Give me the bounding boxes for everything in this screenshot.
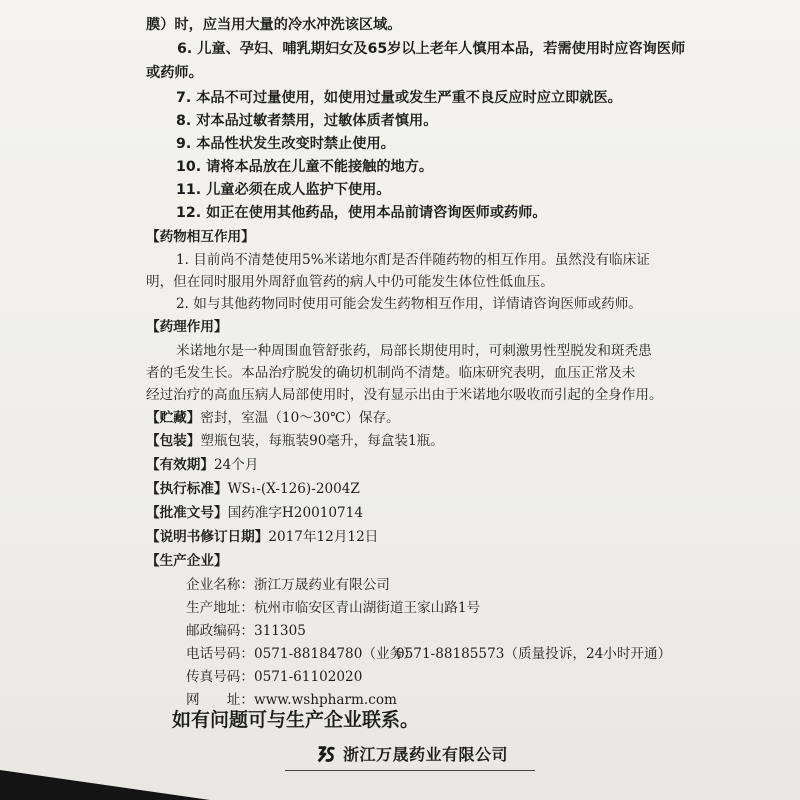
pharmacology-line3: 经过治疗的高血压病人局部使用时，没有显示出由于米诺地尔吸收而引起的全身作用。 xyxy=(146,387,663,403)
precaution-7: 7. 本品不可过量使用，如使用过量或发生严重不良反应时应立即就医。 xyxy=(176,90,622,106)
manufacturer-web: www.wshpharm.com xyxy=(253,692,397,708)
manufacturer-addr-label: 生产地址： xyxy=(186,600,254,616)
manufacturer-web-row xyxy=(186,691,397,709)
validity-value: 24个月 xyxy=(213,457,259,473)
manufacturer-fax: 0571-61102020 xyxy=(253,669,363,685)
contact-note: 如有问题可与生产企业联系。 xyxy=(172,709,420,731)
precaution-line-cont: 膜）时，应当用大量的冷水冲洗该区域。 xyxy=(146,17,402,33)
footer-company-name: 浙江万晟药业有限公司 xyxy=(343,745,509,764)
pharmacology-line2: 者的毛发生长。本品治疗脱发的确切机制尚不清楚。临床研究表明，血压正常及未 xyxy=(146,365,636,381)
manufacturer-tel2: 0571-88185573（质量投诉，24小时开通） xyxy=(396,646,672,662)
interaction-p1-line2: 明，但在同时服用外周舒血管药的病人中仍可能发生体位性低血压。 xyxy=(146,274,554,290)
manufacturer-addr: 杭州市临安区青山湖街道王家山路1号 xyxy=(253,600,481,616)
precaution-11: 11. 儿童必须在成人监护下使用。 xyxy=(176,182,391,198)
manufacturer-name-label: 企业名称： xyxy=(186,577,254,593)
package-label: 【包装】 xyxy=(146,433,201,449)
manufacturer-fax-label: 传真号码： xyxy=(186,669,254,685)
precaution-8: 8. 对本品过敏者禁用，过敏体质者慎用。 xyxy=(176,113,438,129)
manufacturer-name-row xyxy=(186,576,390,594)
manufacturer-tel1: 0571-88184780（业务） xyxy=(253,646,417,662)
standard-row xyxy=(146,480,360,498)
revision-row xyxy=(146,528,378,546)
approval-value: 国药准字H20010714 xyxy=(227,505,363,521)
precaution-6-cont: 或药师。 xyxy=(146,65,203,81)
storage-value: 密封，室温（10～30℃）保存。 xyxy=(200,410,400,426)
manufacturer-tel-row xyxy=(186,645,417,663)
precaution-6: 6. 儿童、孕妇、哺乳期妇女及65岁以上老年人慎用本品，若需使用时应咨询医师 xyxy=(177,41,686,57)
approval-row xyxy=(146,504,363,522)
standard-value: WS₁-(X-126)-2004Z xyxy=(227,481,360,497)
manufacturer-tel-label: 电话号码： xyxy=(186,646,254,662)
interaction-heading: 【药物相互作用】 xyxy=(146,229,255,245)
precaution-12: 12. 如正在使用其他药品，使用本品前请咨询医师或药师。 xyxy=(176,205,547,221)
interaction-p2: 2. 如与其他药物同时使用可能会发生药物相互作用，详情请咨询医师或药师。 xyxy=(176,296,642,312)
revision-value: 2017年12月12日 xyxy=(268,529,379,545)
precaution-9: 9. 本品性状发生改变时禁止使用。 xyxy=(176,136,395,152)
manufacturer-web-label: 网 址： xyxy=(186,692,254,708)
manufacturer-zip: 311305 xyxy=(253,623,306,639)
approval-label: 【批准文号】 xyxy=(146,505,228,521)
manufacturer-zip-label: 邮政编码： xyxy=(186,623,254,639)
manufacturer-heading: 【生产企业】 xyxy=(146,553,228,569)
footer-rule xyxy=(285,770,535,771)
validity-row xyxy=(146,456,258,474)
storage-label: 【贮藏】 xyxy=(146,410,201,426)
standard-label: 【执行标准】 xyxy=(146,481,228,497)
storage-row xyxy=(146,409,400,427)
pharmacology-line1: 米诺地尔是一种周围血管舒张药，局部长期使用时，可刺激男性型脱发和斑秃患 xyxy=(176,343,652,359)
manufacturer-zip-row xyxy=(186,622,306,640)
interaction-p1-line1: 1. 目前尚不清楚使用5%米诺地尔酊是否伴随药物的相互作用。虽然没有临床证 xyxy=(176,252,650,268)
manufacturer-name: 浙江万晟药业有限公司 xyxy=(253,577,390,593)
manufacturer-fax-row xyxy=(186,668,362,686)
package-row xyxy=(146,432,444,450)
validity-label: 【有效期】 xyxy=(146,457,214,473)
package-value: 塑瓶包装，每瓶装90毫升，每盒装1瓶。 xyxy=(200,433,444,449)
footer-logo xyxy=(315,742,508,765)
revision-label: 【说明书修订日期】 xyxy=(146,529,269,545)
company-logo-icon xyxy=(315,743,337,765)
pharmacology-heading: 【药理作用】 xyxy=(146,319,228,335)
precaution-10: 10. 请将本品放在儿童不能接触的地方。 xyxy=(176,159,434,175)
manufacturer-addr-row xyxy=(186,599,480,617)
corner-shadow xyxy=(0,770,210,800)
